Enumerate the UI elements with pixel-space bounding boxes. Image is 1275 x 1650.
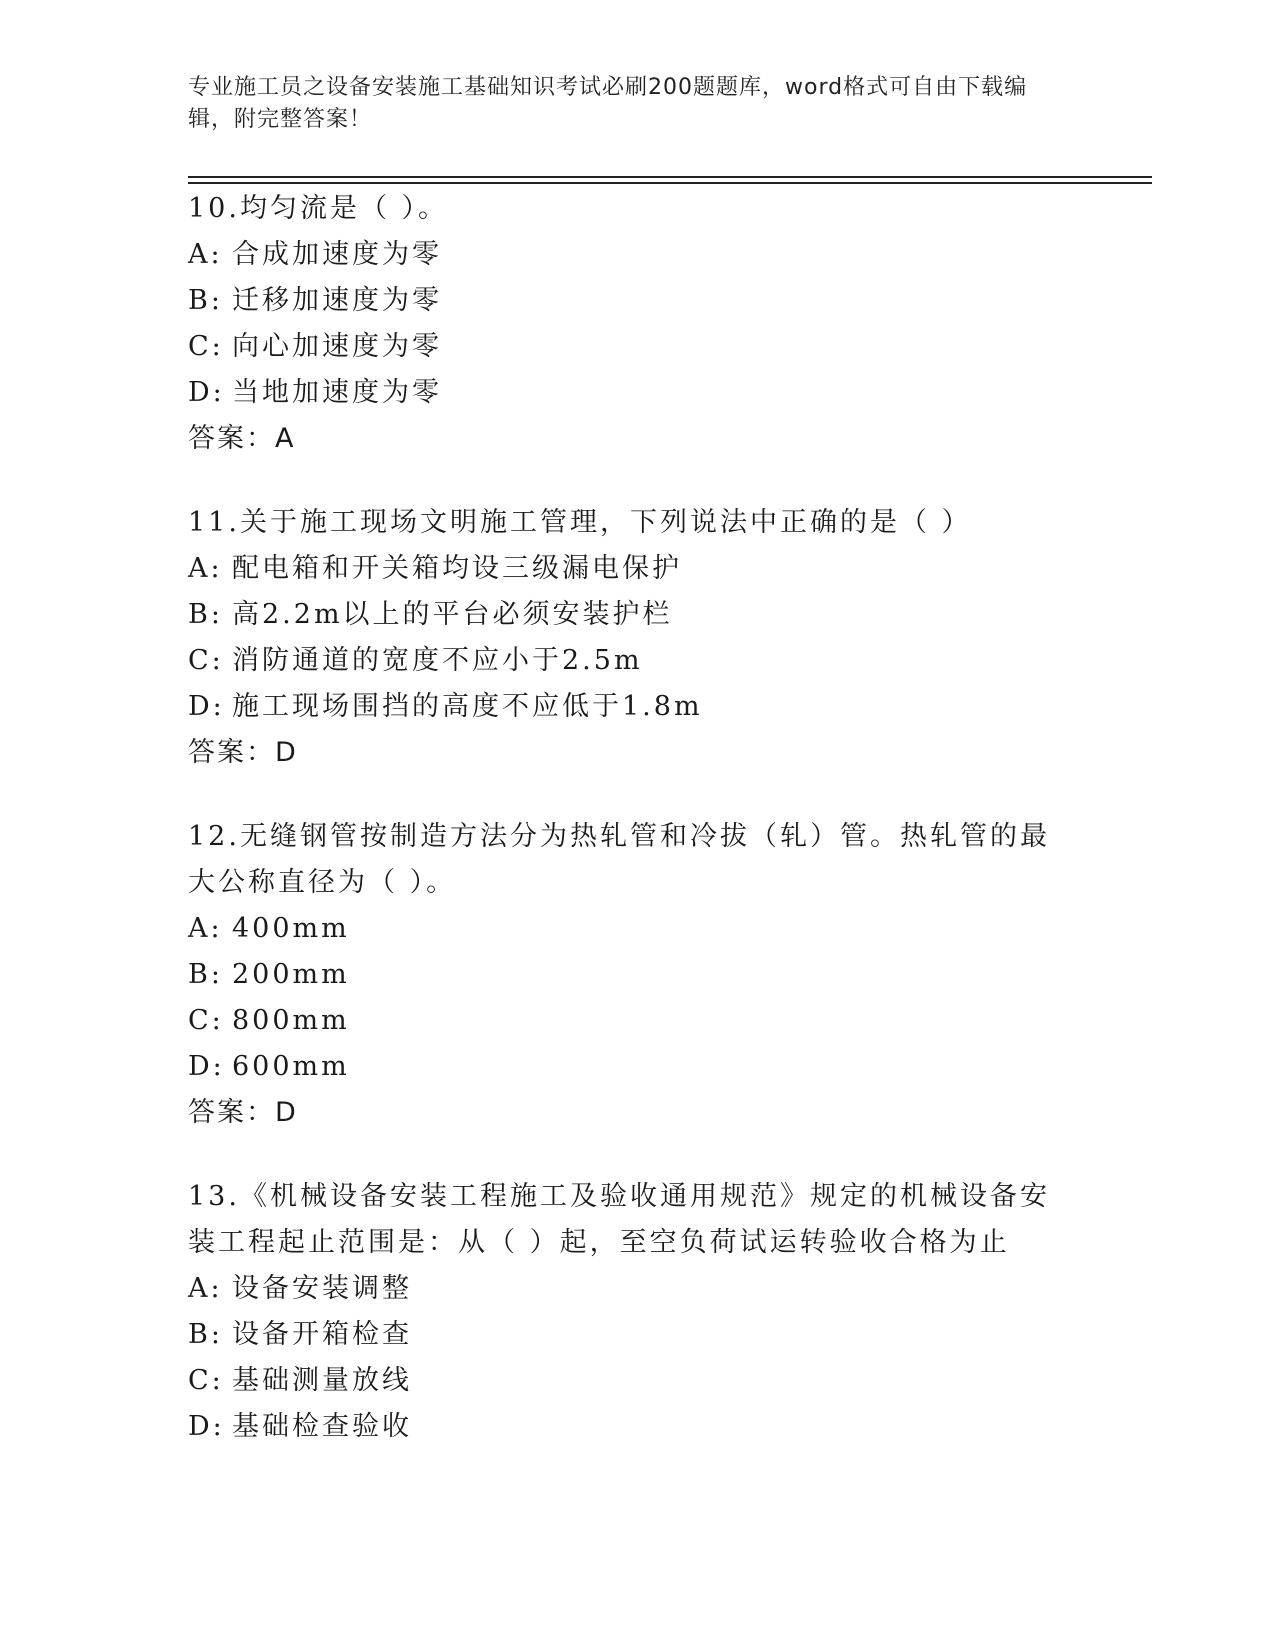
header-divider-top	[188, 176, 1152, 178]
option-d	[188, 1404, 1088, 1450]
option-c	[188, 324, 1088, 370]
option-text: 200mm	[232, 959, 350, 990]
question-stem: 10.均匀流是（ ）。	[188, 193, 449, 224]
option-text: 施工现场围挡的高度不应低于1.8m	[232, 691, 703, 722]
header-divider-bottom	[188, 182, 1152, 184]
option-c	[188, 638, 1088, 684]
option-text: 合成加速度为零	[232, 239, 442, 270]
option-text: 600mm	[232, 1051, 350, 1082]
option-text: 400mm	[232, 913, 350, 944]
option-a	[188, 546, 1088, 592]
option-letter: C:	[188, 331, 224, 362]
question-13	[188, 1174, 1088, 1450]
answer-label: 答案：A	[188, 423, 296, 454]
option-letter: A:	[188, 553, 223, 584]
option-letter: A:	[188, 1273, 223, 1304]
option-text: 消防通道的宽度不应小于2.5m	[232, 645, 643, 676]
option-b	[188, 1312, 1088, 1358]
option-letter: A:	[188, 239, 223, 270]
option-a	[188, 906, 1088, 952]
question-12	[188, 814, 1088, 1136]
option-text: 当地加速度为零	[232, 377, 442, 408]
option-a	[188, 232, 1088, 278]
option-text: 设备开箱检查	[232, 1319, 412, 1350]
option-c	[188, 1358, 1088, 1404]
answer-label: 答案：D	[188, 1097, 298, 1128]
option-b	[188, 278, 1088, 324]
option-letter: B:	[188, 285, 223, 316]
option-text: 设备安装调整	[232, 1273, 412, 1304]
option-letter: B:	[188, 1319, 223, 1350]
option-c	[188, 998, 1088, 1044]
option-letter: D:	[188, 691, 225, 722]
option-letter: D:	[188, 1051, 225, 1082]
option-text: 迁移加速度为零	[232, 285, 442, 316]
option-letter: C:	[188, 1005, 224, 1036]
option-d	[188, 684, 1088, 730]
option-d	[188, 1044, 1088, 1090]
question-10	[188, 186, 1088, 462]
option-text: 配电箱和开关箱均设三级漏电保护	[232, 553, 682, 584]
option-b	[188, 592, 1088, 638]
option-text: 基础测量放线	[232, 1365, 412, 1396]
option-text: 800mm	[232, 1005, 350, 1036]
option-letter: C:	[188, 645, 224, 676]
option-b	[188, 952, 1088, 998]
option-letter: B:	[188, 959, 223, 990]
option-letter: D:	[188, 1411, 225, 1442]
option-text: 基础检查验收	[232, 1411, 412, 1442]
option-d	[188, 370, 1088, 416]
document-header: 专业施工员之设备安装施工基础知识考试必刷200题题库，word格式可自由下载编辑，附完整答案！	[188, 75, 1028, 132]
option-a	[188, 1266, 1088, 1312]
option-text: 高2.2m以上的平台必须安装护栏	[232, 599, 673, 630]
option-letter: D:	[188, 377, 225, 408]
option-letter: B:	[188, 599, 223, 630]
question-list	[188, 186, 1088, 1488]
option-letter: A:	[188, 913, 223, 944]
question-11	[188, 500, 1088, 776]
question-stem: 11.关于施工现场文明施工管理，下列说法中正确的是（ ）	[188, 507, 972, 538]
option-text: 向心加速度为零	[232, 331, 442, 362]
answer-label: 答案：D	[188, 737, 298, 768]
question-stem: 13.《机械设备安装工程施工及验收通用规范》规定的机械设备安装工程起止范围是：从（ ）起，至空负荷试运转验收合格为止	[188, 1181, 1050, 1258]
question-stem: 12.无缝钢管按制造方法分为热轧管和冷拔（轧）管。热轧管的最大公称直径为（ ）。	[188, 821, 1050, 898]
option-letter: C:	[188, 1365, 224, 1396]
